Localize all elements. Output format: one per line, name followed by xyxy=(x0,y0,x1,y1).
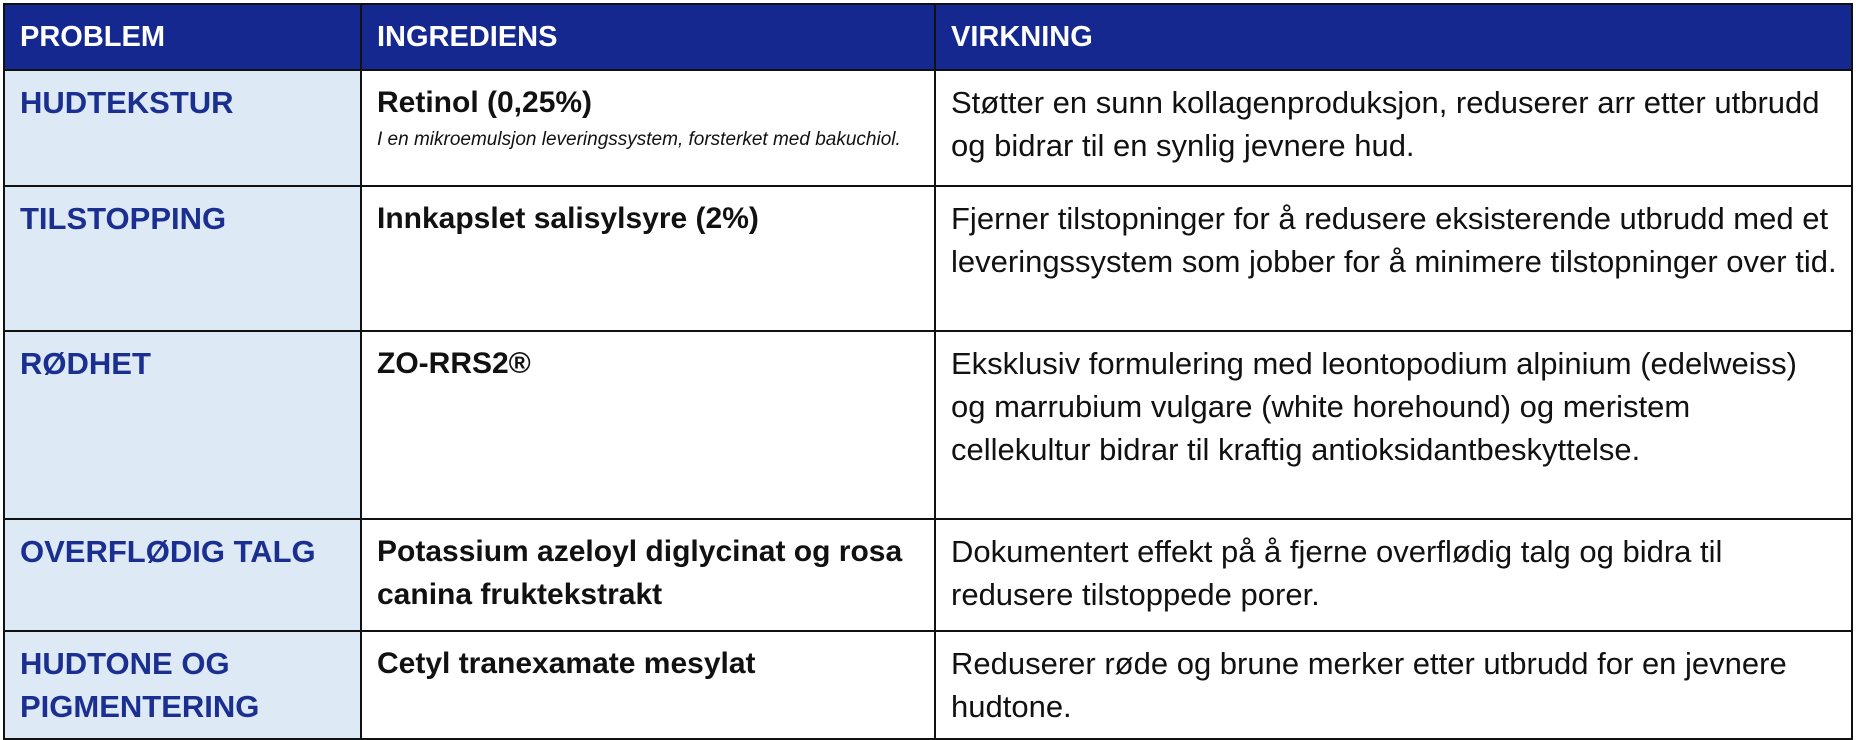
table-body xyxy=(4,70,1852,739)
header-effect: VIRKNING xyxy=(935,4,1852,70)
table-row xyxy=(4,331,1852,519)
ingredient-name: Potassium azeloyl diglycinat og rosa canina fruktekstrakt xyxy=(377,535,903,611)
effect-cell: Dokumentert effekt på å fjerne overflødig talg og bidra til redusere tilstoppede porer. xyxy=(935,519,1852,631)
ingredient-name: ZO-RRS2® xyxy=(377,347,531,380)
effect-cell: Fjerner tilstopninger for å redusere eksisterende utbrudd med et leveringssystem som jobber for å minimere tilstopninger over tid. xyxy=(935,186,1852,331)
ingredient-cell xyxy=(361,519,935,631)
table-row xyxy=(4,186,1852,331)
ingredient-name: Cetyl tranexamate mesylat xyxy=(377,647,756,680)
effect-cell: Eksklusiv formulering med leontopodium alpinium (edelweiss) og marrubium vulgare (white horehound) og meristem cellekultur bidrar til kraftig antioksidantbeskyttelse. xyxy=(935,331,1852,519)
ingredient-cell xyxy=(361,631,935,739)
problem-cell: RØDHET xyxy=(4,331,361,519)
table-header xyxy=(4,4,1852,70)
table-row xyxy=(4,631,1852,739)
ingredient-table xyxy=(3,3,1853,740)
header-problem: PROBLEM xyxy=(4,4,361,70)
problem-cell: HUDTEKSTUR xyxy=(4,70,361,186)
header-ingredient: INGREDIENS xyxy=(361,4,935,70)
effect-cell: Støtter en sunn kollagenproduksjon, reduserer arr etter utbrudd og bidrar til en synlig jevnere hud. xyxy=(935,70,1852,186)
ingredient-cell xyxy=(361,70,935,186)
problem-cell: TILSTOPPING xyxy=(4,186,361,331)
table-row xyxy=(4,70,1852,186)
problem-cell: OVERFLØDIG TALG xyxy=(4,519,361,631)
table-row xyxy=(4,519,1852,631)
problem-cell: HUDTONE OG PIGMENTERING xyxy=(4,631,361,739)
header-row xyxy=(4,4,1852,70)
ingredient-name: Innkapslet salisylsyre (2%) xyxy=(377,202,759,235)
ingredient-cell xyxy=(361,186,935,331)
ingredient-note: I en mikroemulsjon leveringssystem, forsterket med bakuchiol. xyxy=(377,129,901,150)
effect-cell: Reduserer røde og brune merker etter utbrudd for en jevnere hudtone. xyxy=(935,631,1852,739)
ingredient-cell xyxy=(361,331,935,519)
ingredient-name: Retinol (0,25%) xyxy=(377,86,593,119)
